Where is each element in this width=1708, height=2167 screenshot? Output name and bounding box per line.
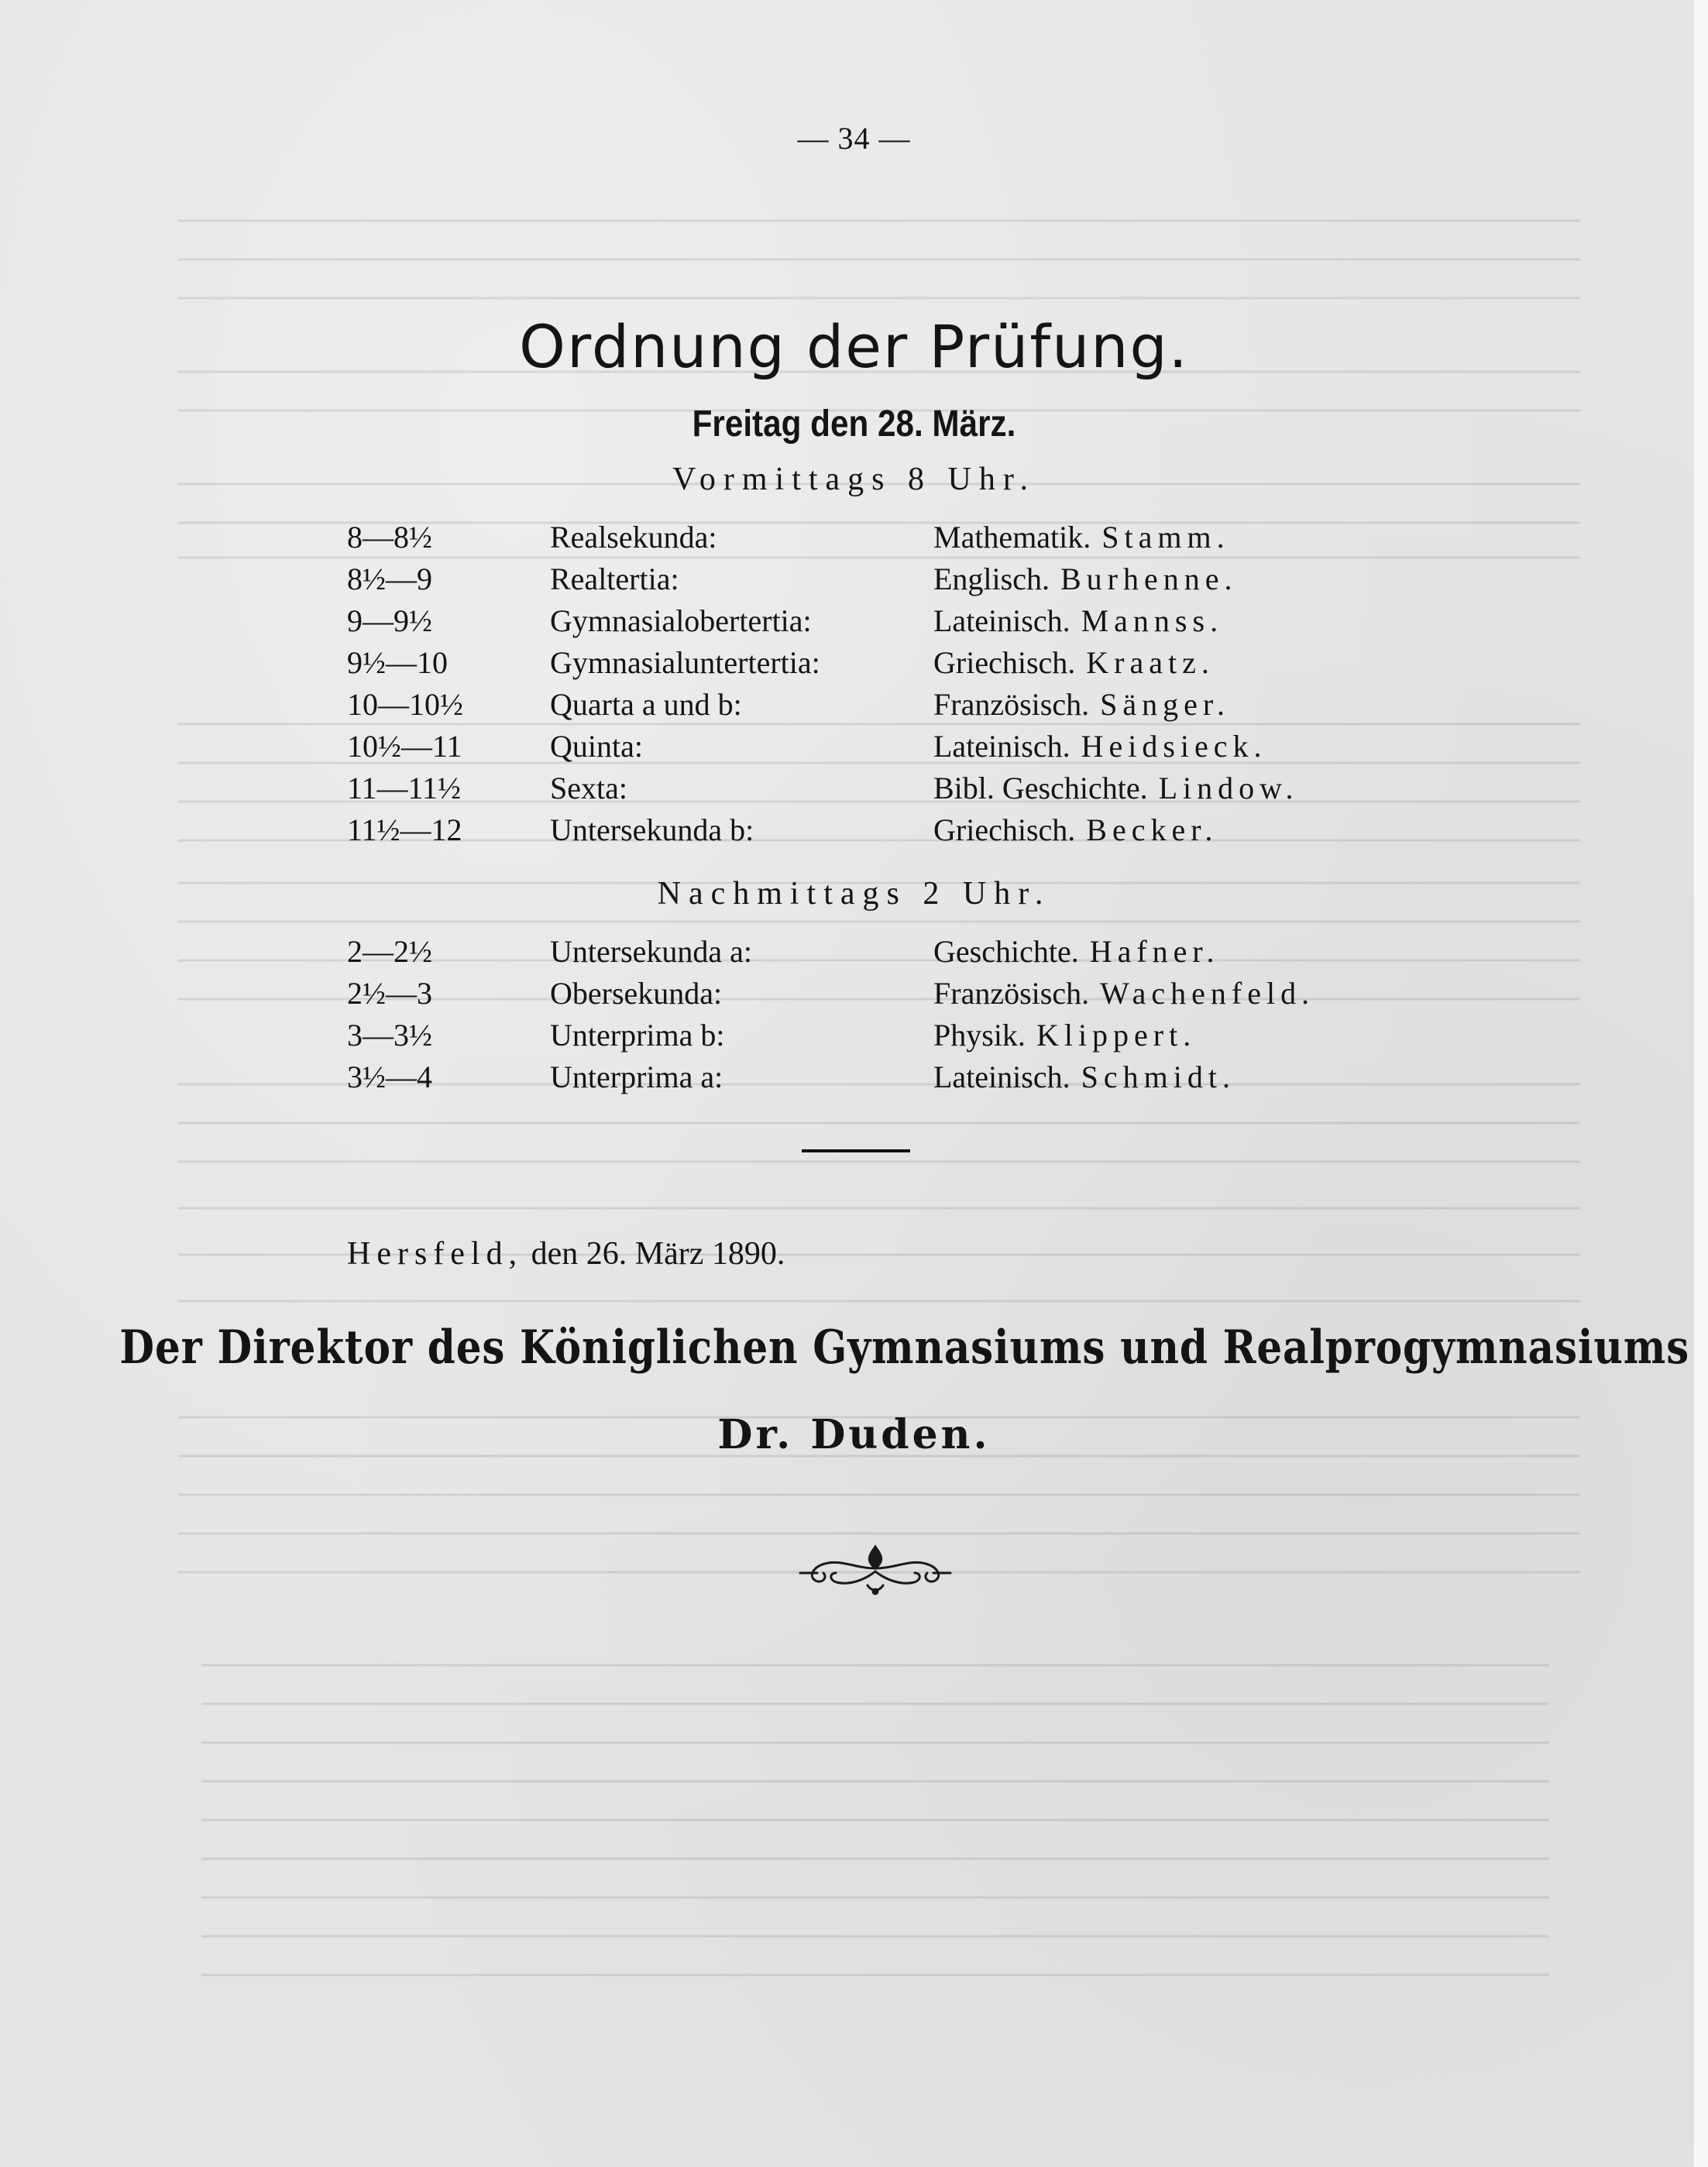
subject-cell (933, 603, 1223, 639)
class-name: Quinta: (550, 729, 643, 764)
time-slot: 10—10½ (347, 687, 463, 722)
schedule-row (0, 686, 1708, 728)
teacher: Hafner. (1089, 934, 1220, 969)
schedule-row (0, 770, 1708, 812)
teacher: Burhenne. (1060, 561, 1238, 596)
exam-date: Freitag den 28. März. (692, 404, 1016, 445)
teacher: Kraatz. (1086, 645, 1215, 680)
divider-rule (802, 1149, 910, 1152)
time-slot: 9—9½ (347, 603, 432, 638)
subject: Bibl. Geschichte. (933, 771, 1148, 805)
teacher: Klippert. (1036, 1018, 1197, 1053)
subject-cell (933, 1059, 1235, 1095)
class-name: Untersekunda a: (550, 934, 753, 969)
teacher: Wachenfeld. (1100, 976, 1315, 1011)
signature-name: Dr. Duden. (717, 1411, 991, 1458)
schedule-row (0, 519, 1708, 561)
class-name: Untersekunda b: (550, 812, 754, 847)
subject-cell (933, 1017, 1196, 1053)
schedule-row (0, 561, 1708, 603)
schedule-row (0, 1059, 1708, 1101)
schedule-row (0, 728, 1708, 770)
schedule-row (0, 812, 1708, 853)
closing-date: den 26. März 1890. (531, 1236, 785, 1272)
teacher: Heidsieck. (1081, 729, 1267, 764)
ornament-icon (794, 1537, 957, 1599)
class-name: Sexta: (550, 771, 627, 805)
class-name: Obersekunda: (550, 976, 723, 1011)
schedule-row (0, 933, 1708, 975)
teacher: Mannss. (1081, 603, 1224, 638)
subject: Lateinisch. (933, 729, 1071, 764)
subject: Mathematik. (933, 520, 1091, 555)
subject: Griechisch. (933, 645, 1076, 680)
subject-cell (933, 644, 1215, 681)
time-slot: 3½—4 (347, 1059, 432, 1094)
subject: Englisch. (933, 561, 1050, 596)
schedule-row (0, 644, 1708, 686)
time-slot: 8—8½ (347, 520, 432, 555)
subject: Lateinisch. (933, 1059, 1071, 1094)
director-line: Der Direktor des Königlichen Gymnasiums und Realprogymnasiums (119, 1320, 1690, 1375)
time-slot: 11—11½ (347, 771, 462, 805)
teacher: Lindow. (1158, 771, 1299, 805)
class-name: Gymnasialobertertia: (550, 603, 812, 638)
subject-cell (933, 812, 1218, 848)
time-slot: 9½—10 (347, 645, 448, 680)
time-slot: 2—2½ (347, 934, 432, 969)
class-name: Unterprima b: (550, 1018, 725, 1053)
afternoon-heading: Nachmittags 2 Uhr. (657, 876, 1051, 912)
morning-heading: Vormittags 8 Uhr. (672, 462, 1036, 497)
class-name: Unterprima a: (550, 1059, 723, 1094)
time-slot: 2½—3 (347, 976, 432, 1011)
class-name: Quarta a und b: (550, 687, 742, 722)
subject: Französisch. (933, 687, 1090, 722)
class-name: Realsekunda: (550, 520, 717, 555)
morning-schedule (0, 519, 1708, 853)
subject: Physik. (933, 1018, 1026, 1053)
time-slot: 8½—9 (347, 561, 432, 596)
page-title: Ordnung der Prüfung. (519, 312, 1189, 381)
afternoon-schedule (0, 933, 1708, 1101)
subject: Geschichte. (933, 934, 1079, 969)
schedule-row (0, 1017, 1708, 1059)
time-slot: 10½—11 (347, 729, 462, 764)
subject-cell (933, 933, 1220, 970)
subject: Griechisch. (933, 812, 1076, 847)
teacher: Becker. (1086, 812, 1218, 847)
time-slot: 3—3½ (347, 1018, 432, 1053)
subject: Lateinisch. (933, 603, 1071, 638)
subject-cell (933, 728, 1267, 764)
class-name: Realtertia: (550, 561, 679, 596)
subject-cell (933, 561, 1238, 597)
teacher: Schmidt. (1081, 1059, 1235, 1094)
teacher: Sänger. (1100, 687, 1230, 722)
subject-cell (933, 519, 1230, 555)
subject: Französisch. (933, 976, 1090, 1011)
place: Hersfeld, (347, 1236, 524, 1272)
place-and-date (347, 1235, 785, 1272)
schedule-row (0, 603, 1708, 644)
time-slot: 11½—12 (347, 812, 462, 847)
page-number: — 34 — (797, 121, 911, 156)
class-name: Gymnasialuntertertia: (550, 645, 820, 680)
teacher: Stamm. (1101, 520, 1230, 555)
subject-cell (933, 686, 1230, 723)
subject-cell (933, 770, 1298, 806)
schedule-row (0, 975, 1708, 1017)
subject-cell (933, 975, 1315, 1011)
